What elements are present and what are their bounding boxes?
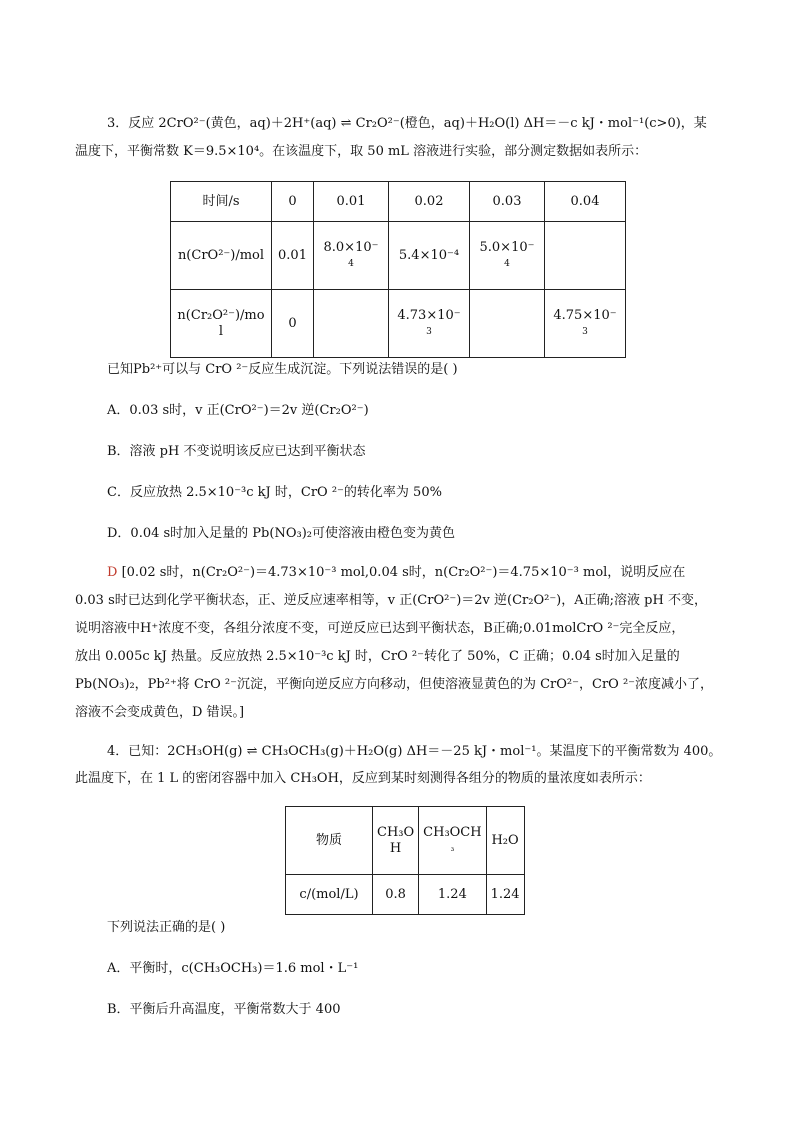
table-cell [470, 290, 545, 358]
table-cell [545, 222, 626, 290]
table-row [171, 222, 626, 290]
q3-option-a: A．0.03 s时，v 正(CrO²⁻)＝2v 逆(Cr₂O²⁻) [107, 403, 369, 418]
table-header-cell: 0.01 [314, 182, 389, 222]
q3-option-b: B．溶液 pH 不变说明该反应已达到平衡状态 [107, 444, 366, 459]
q4-prompt: 下列说法正确的是( ) [107, 920, 226, 935]
q3-explanation-line6: 溶液不会变成黄色，D 错误。] [75, 705, 245, 720]
table-cell: 4.75×10⁻ 3 [545, 290, 626, 358]
q3-explanation-line4: 放出 0.005c kJ 热量。反应放热 2.5×10⁻³c kJ 时，CrO ²⁻转化了 50%，C 正确；0.04 s时加入足量的 [75, 649, 680, 664]
q3-option-d: D．0.04 s时加入足量的 Pb(NO₃)₂可使溶液由橙色变为黄色 [107, 526, 455, 541]
table-cell: n(CrO²⁻)/mol [171, 222, 272, 290]
answer-letter: D [107, 565, 118, 580]
q3-option-c: C．反应放热 2.5×10⁻³c kJ 时，CrO ²⁻的转化率为 50% [107, 485, 442, 500]
table-cell: 5.0×10⁻ 4 [470, 222, 545, 290]
table-cell: c/(mol/L) [286, 875, 373, 915]
q3-stem-line2: 温度下，平衡常数 K＝9.5×10⁴。在该温度下，取 50 mL 溶液进行实验，部分测定数据如表所示： [75, 144, 648, 159]
table-cell: 0.01 [272, 222, 314, 290]
table-row [286, 875, 525, 915]
table-header-cell: CH₃OCH ₃ [419, 807, 486, 875]
table-cell: 0 [272, 290, 314, 358]
table-cell: n(Cr₂O²⁻)/mo l [171, 290, 272, 358]
q3-data-table [170, 181, 626, 358]
table-cell: 5.4×10⁻⁴ [389, 222, 470, 290]
q4-stem-line2: 此温度下，在 1 L 的密闭容器中加入 CH₃OH，反应到某时刻测得各组分的物质的量浓度如表所示： [75, 771, 651, 786]
q3-explanation-line1: D [0.02 s时，n(Cr₂O²⁻)＝4.73×10⁻³ mol,0.04 s时，n(Cr₂O²⁻)＝4.75×10⁻³ mol，说明反应在 [107, 565, 686, 580]
q3-prompt: 已知Pb²⁺可以与 CrO ²⁻反应生成沉淀。下列说法错误的是( ) [107, 362, 458, 377]
table-cell: 1.24 [486, 875, 524, 915]
q4-option-a: A．平衡时，c(CH₃OCH₃)＝1.6 mol・L⁻¹ [107, 961, 359, 976]
table-row [171, 290, 626, 358]
q3-explanation-line2: 0.03 s时已达到化学平衡状态，正、逆反应速率相等，v 正(CrO²⁻)＝2v 逆(Cr₂O²⁻)，A正确;溶液 pH 不变， [75, 593, 707, 608]
table-cell: 1.24 [419, 875, 486, 915]
table-cell: 0.8 [373, 875, 419, 915]
table-header-cell: CH₃O H [373, 807, 419, 875]
table-header-cell: 0.04 [545, 182, 626, 222]
q4-data-table [285, 806, 525, 915]
table-cell [314, 290, 389, 358]
table-cell: 4.73×10⁻ 3 [389, 290, 470, 358]
table-header-cell: 0 [272, 182, 314, 222]
q3-explanation-line5: Pb(NO₃)₂，Pb²⁺将 CrO ²⁻沉淀，平衡向逆反应方向移动，但使溶液显黄色的为 CrO²⁻，CrO ²⁻浓度减小了， [75, 677, 714, 692]
table-header-cell: 物质 [286, 807, 373, 875]
table-header-cell: 0.03 [470, 182, 545, 222]
table-cell: 8.0×10⁻ 4 [314, 222, 389, 290]
q3-stem-line1: 3．反应 2CrO²⁻(黄色，aq)＋2H⁺(aq) ⇌ Cr₂O²⁻(橙色，aq)＋H₂O(l) ΔH＝－c kJ・mol⁻¹(c>0)，某 [107, 116, 707, 131]
table-header-cell: H₂O [486, 807, 524, 875]
q4-option-b: B．平衡后升高温度，平衡常数大于 400 [107, 1002, 341, 1017]
q4-stem-line1: 4．已知：2CH₃OH(g) ⇌ CH₃OCH₃(g)＋H₂O(g) ΔH＝－25 kJ・mol⁻¹。某温度下的平衡常数为 400。 [107, 744, 722, 759]
table-header-cell: 时间/s [171, 182, 272, 222]
table-header-cell: 0.02 [389, 182, 470, 222]
q3-explanation-line3: 说明溶液中H⁺浓度不变，各组分浓度不变，可逆反应已达到平衡状态，B正确;0.01molCrO ²⁻完全反应， [75, 621, 685, 636]
